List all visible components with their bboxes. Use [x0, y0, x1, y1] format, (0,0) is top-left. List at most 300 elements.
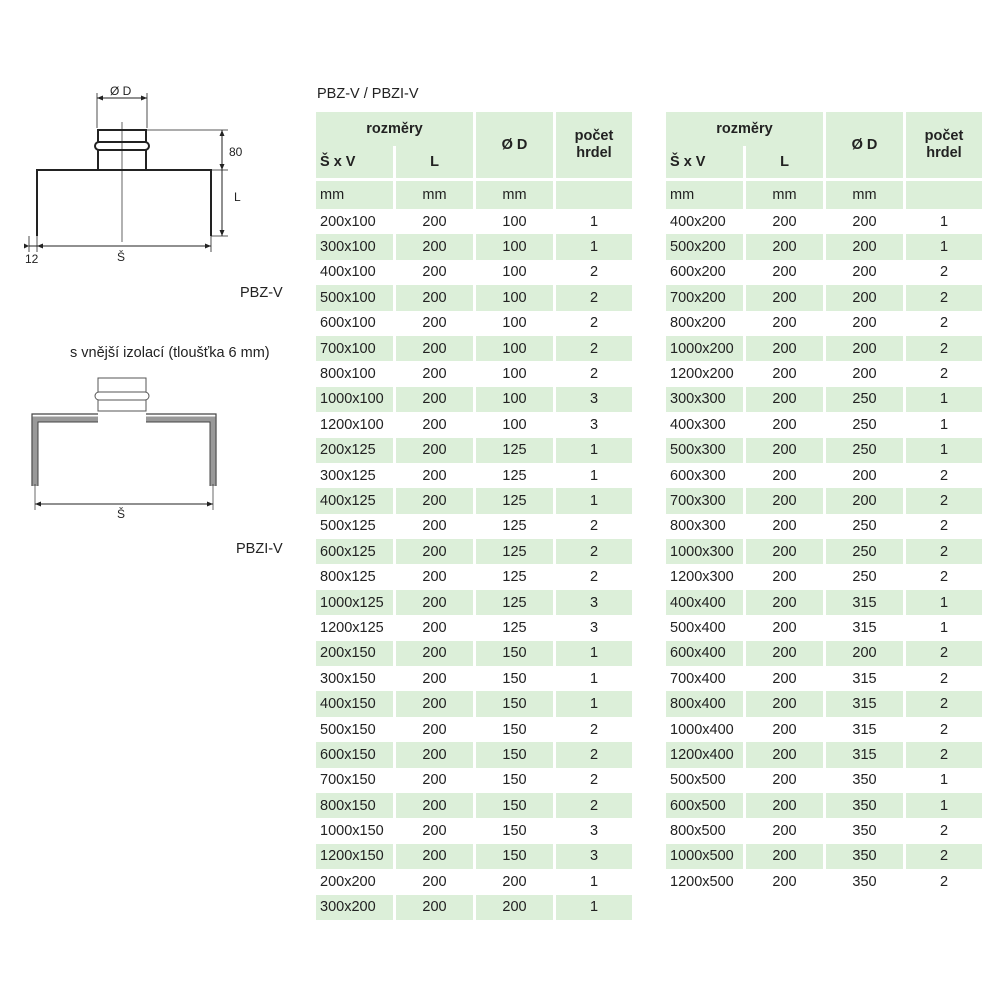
cell-d: 315 — [852, 721, 877, 738]
cell-d: 100 — [502, 264, 527, 281]
cell-l: 200 — [422, 213, 447, 230]
pbzi-v-name: PBZI-V — [236, 541, 283, 557]
unit-count — [556, 181, 632, 209]
cell-count: 1 — [939, 213, 949, 230]
cell-sxv: 300x300 — [666, 387, 743, 412]
header-l: L — [396, 146, 473, 178]
cell-d: 350 — [852, 772, 877, 789]
cell-count: 1 — [589, 467, 599, 484]
cell-l: 200 — [396, 234, 473, 259]
cell-count: 2 — [939, 467, 949, 484]
table-row — [666, 818, 982, 843]
cell-l: 200 — [422, 670, 447, 687]
table-row — [666, 869, 982, 894]
cell-d: 315 — [826, 590, 903, 615]
cell-d: 150 — [502, 670, 527, 687]
cell-l: 200 — [396, 742, 473, 767]
cell-count: 2 — [906, 641, 982, 666]
unit-sxv: mm — [666, 181, 743, 209]
cell-count: 2 — [939, 670, 949, 687]
cell-l: 200 — [396, 844, 473, 869]
cell-count: 2 — [556, 539, 632, 564]
cell-sxv: 500x400 — [670, 619, 726, 636]
cell-l: 200 — [396, 641, 473, 666]
header-l: L — [746, 146, 823, 178]
cell-l: 200 — [746, 488, 823, 513]
cell-sxv: 1000x150 — [320, 823, 384, 840]
cell-d: 315 — [826, 742, 903, 767]
cell-l: 200 — [772, 366, 797, 383]
cell-sxv: 300x150 — [320, 670, 376, 687]
cell-sxv: 500x300 — [666, 438, 743, 463]
cell-l: 200 — [746, 438, 823, 463]
table-row — [316, 514, 632, 539]
cell-l: 200 — [746, 844, 823, 869]
cell-d: 125 — [502, 569, 527, 586]
dim-s2-label: Š — [117, 507, 126, 521]
cell-d: 100 — [502, 416, 527, 433]
cell-l: 200 — [772, 518, 797, 535]
cell-l: 200 — [422, 721, 447, 738]
cell-d: 150 — [476, 793, 553, 818]
cell-count: 2 — [556, 793, 632, 818]
cell-d: 250 — [826, 438, 903, 463]
table-row — [666, 844, 982, 869]
cell-l: 200 — [772, 416, 797, 433]
table-row — [666, 488, 982, 513]
cell-count: 2 — [589, 518, 599, 535]
table-row — [666, 311, 982, 336]
cell-l: 200 — [746, 336, 823, 361]
cell-sxv: 400x150 — [316, 691, 393, 716]
cell-d: 100 — [476, 336, 553, 361]
cell-d: 150 — [476, 691, 553, 716]
cell-l: 200 — [746, 234, 823, 259]
table-row — [666, 590, 982, 615]
header-rozmery: rozměry — [666, 112, 823, 146]
table-row — [316, 768, 632, 793]
cell-sxv: 200x200 — [320, 873, 376, 890]
unit-d: mm — [826, 181, 903, 209]
cell-count: 2 — [939, 823, 949, 840]
cell-sxv: 1200x200 — [670, 366, 734, 383]
cell-l: 200 — [396, 895, 473, 920]
cell-l: 200 — [396, 488, 473, 513]
table-row — [666, 260, 982, 285]
right-table-body — [666, 209, 982, 895]
cell-sxv: 1200x400 — [666, 742, 743, 767]
cell-d: 200 — [826, 488, 903, 513]
cell-sxv: 1000x125 — [316, 590, 393, 615]
cell-d: 125 — [476, 539, 553, 564]
cell-l: 200 — [772, 721, 797, 738]
cell-d: 315 — [852, 670, 877, 687]
cell-l: 200 — [746, 387, 823, 412]
cell-l: 200 — [746, 590, 823, 615]
cell-d: 315 — [852, 619, 877, 636]
cell-count: 1 — [906, 590, 982, 615]
cell-sxv: 1000x300 — [666, 539, 743, 564]
table-row — [316, 285, 632, 310]
cell-sxv: 1200x125 — [320, 619, 384, 636]
cell-sxv: 1200x500 — [670, 873, 734, 890]
cell-l: 200 — [772, 619, 797, 636]
cell-sxv: 600x150 — [316, 742, 393, 767]
cell-l: 200 — [772, 315, 797, 332]
cell-l: 200 — [746, 539, 823, 564]
cell-sxv: 1200x300 — [670, 569, 734, 586]
cell-count: 2 — [589, 366, 599, 383]
cell-sxv: 700x300 — [666, 488, 743, 513]
cell-d: 250 — [852, 518, 877, 535]
cell-l: 200 — [396, 285, 473, 310]
table-row — [666, 768, 982, 793]
header-count-line1: počet — [924, 128, 964, 144]
table-row — [666, 793, 982, 818]
cell-d: 150 — [502, 772, 527, 789]
table-row — [666, 742, 982, 767]
cell-d: 100 — [476, 234, 553, 259]
table-row — [316, 438, 632, 463]
cell-d: 200 — [852, 315, 877, 332]
cell-d: 350 — [826, 844, 903, 869]
cell-sxv: 600x100 — [320, 315, 376, 332]
cell-count: 1 — [589, 670, 599, 687]
cell-l: 200 — [422, 772, 447, 789]
header-rozmery: rozměry — [316, 112, 473, 146]
cell-sxv: 700x200 — [666, 285, 743, 310]
dim-12-label: 12 — [25, 252, 39, 266]
cell-count: 3 — [589, 619, 599, 636]
pbz-v-name: PBZ-V — [240, 285, 283, 301]
table-row — [316, 590, 632, 615]
cell-count: 2 — [906, 336, 982, 361]
cell-l: 200 — [422, 823, 447, 840]
header-sxv: Š x V — [316, 146, 393, 178]
cell-l: 200 — [422, 315, 447, 332]
page-title: PBZ-V / PBZI-V — [317, 86, 419, 102]
cell-l: 200 — [746, 742, 823, 767]
cell-l: 200 — [422, 366, 447, 383]
table-row — [666, 234, 982, 259]
cell-l: 200 — [772, 772, 797, 789]
cell-d: 125 — [502, 467, 527, 484]
table-row — [666, 412, 982, 437]
dim-80-label: 80 — [229, 145, 243, 159]
cell-d: 125 — [476, 438, 553, 463]
cell-sxv: 700x100 — [316, 336, 393, 361]
insulation-caption: s vnější izolací (tloušťka 6 mm) — [70, 345, 270, 361]
cell-sxv: 300x125 — [320, 467, 376, 484]
cell-sxv: 500x200 — [666, 234, 743, 259]
cell-d: 200 — [852, 366, 877, 383]
table-row — [666, 209, 982, 234]
cell-d: 250 — [826, 387, 903, 412]
cell-l: 200 — [772, 823, 797, 840]
cell-sxv: 200x125 — [316, 438, 393, 463]
cell-count: 2 — [939, 315, 949, 332]
cell-count: 2 — [556, 336, 632, 361]
cell-d: 200 — [826, 285, 903, 310]
cell-sxv: 700x400 — [670, 670, 726, 687]
unit-sxv: mm — [316, 181, 393, 209]
cell-sxv: 400x300 — [670, 416, 726, 433]
cell-d: 250 — [852, 569, 877, 586]
cell-sxv: 1200x100 — [320, 416, 384, 433]
cell-sxv: 200x100 — [320, 213, 376, 230]
cell-count: 1 — [556, 438, 632, 463]
cell-count: 2 — [906, 539, 982, 564]
cell-sxv: 300x200 — [316, 895, 393, 920]
cell-count: 2 — [906, 285, 982, 310]
table-row — [316, 539, 632, 564]
header-sxv: Š x V — [666, 146, 743, 178]
header-count — [906, 112, 982, 178]
table-row — [316, 691, 632, 716]
cell-sxv: 800x100 — [320, 366, 376, 383]
cell-sxv: 300x100 — [316, 234, 393, 259]
cell-count: 2 — [939, 721, 949, 738]
cell-sxv: 800x500 — [670, 823, 726, 840]
cell-d: 315 — [826, 691, 903, 716]
cell-l: 200 — [772, 467, 797, 484]
table-row — [316, 793, 632, 818]
cell-count: 2 — [939, 366, 949, 383]
table-row — [316, 869, 632, 894]
cell-count: 3 — [556, 590, 632, 615]
cell-d: 200 — [826, 641, 903, 666]
pbz-v-diagram — [15, 80, 255, 280]
cell-count: 2 — [589, 721, 599, 738]
spec-table-left — [313, 112, 635, 920]
cell-sxv: 800x125 — [320, 569, 376, 586]
cell-d: 100 — [476, 285, 553, 310]
table-row — [316, 260, 632, 285]
cell-l: 200 — [422, 619, 447, 636]
table-row — [666, 539, 982, 564]
table-row — [316, 488, 632, 513]
cell-l: 200 — [746, 691, 823, 716]
table-row — [316, 412, 632, 437]
dim-s-label: Š — [117, 250, 126, 264]
cell-d: 250 — [826, 539, 903, 564]
cell-count: 2 — [589, 315, 599, 332]
table-row — [316, 666, 632, 691]
cell-d: 125 — [476, 590, 553, 615]
table-row — [666, 438, 982, 463]
cell-d: 100 — [502, 213, 527, 230]
header-d: Ø D — [476, 112, 553, 178]
table-row — [316, 844, 632, 869]
table-row — [316, 361, 632, 386]
table-row — [316, 463, 632, 488]
cell-count: 2 — [939, 264, 949, 281]
dim-d-label: Ø D — [110, 84, 132, 98]
table-row — [316, 234, 632, 259]
cell-sxv: 1000x400 — [670, 721, 734, 738]
cell-count: 2 — [939, 873, 949, 890]
header-d: Ø D — [826, 112, 903, 178]
table-row — [316, 311, 632, 336]
cell-l: 200 — [746, 793, 823, 818]
table-row — [316, 742, 632, 767]
cell-count: 1 — [906, 234, 982, 259]
cell-count: 1 — [556, 641, 632, 666]
table-row — [666, 717, 982, 742]
cell-sxv: 500x500 — [670, 772, 726, 789]
table-row — [666, 361, 982, 386]
left-table-body — [316, 209, 632, 920]
cell-d: 200 — [826, 234, 903, 259]
cell-l: 200 — [422, 416, 447, 433]
cell-count: 2 — [589, 264, 599, 281]
cell-count: 2 — [589, 772, 599, 789]
cell-d: 200 — [826, 336, 903, 361]
table-row — [666, 514, 982, 539]
cell-l: 200 — [772, 569, 797, 586]
cell-d: 150 — [502, 823, 527, 840]
cell-sxv: 200x150 — [316, 641, 393, 666]
cell-count: 2 — [906, 691, 982, 716]
table-row — [666, 641, 982, 666]
cell-d: 200 — [852, 213, 877, 230]
cell-d: 150 — [476, 844, 553, 869]
cell-l: 200 — [422, 264, 447, 281]
table-row — [316, 387, 632, 412]
cell-sxv: 400x200 — [670, 213, 726, 230]
cell-l: 200 — [396, 539, 473, 564]
table-row — [316, 336, 632, 361]
cell-count: 2 — [589, 569, 599, 586]
table-row — [316, 615, 632, 640]
dim-l-label: L — [234, 190, 241, 204]
cell-count: 2 — [906, 844, 982, 869]
cell-sxv: 600x400 — [666, 641, 743, 666]
cell-sxv: 700x150 — [320, 772, 376, 789]
cell-count: 1 — [556, 488, 632, 513]
cell-d: 350 — [852, 823, 877, 840]
cell-count: 1 — [589, 873, 599, 890]
cell-sxv: 1000x100 — [316, 387, 393, 412]
cell-l: 200 — [396, 336, 473, 361]
cell-sxv: 600x500 — [666, 793, 743, 818]
table-row — [666, 285, 982, 310]
cell-sxv: 400x100 — [320, 264, 376, 281]
cell-count: 2 — [939, 569, 949, 586]
cell-sxv: 1200x150 — [316, 844, 393, 869]
table-row — [666, 564, 982, 589]
table-row — [316, 717, 632, 742]
cell-l: 200 — [746, 641, 823, 666]
cell-d: 150 — [502, 721, 527, 738]
table-row — [316, 895, 632, 920]
table-row — [666, 615, 982, 640]
table-row — [666, 691, 982, 716]
cell-l: 200 — [772, 873, 797, 890]
cell-sxv: 1000x200 — [666, 336, 743, 361]
cell-count: 1 — [906, 793, 982, 818]
cell-d: 250 — [852, 416, 877, 433]
cell-count: 1 — [939, 772, 949, 789]
cell-count: 3 — [556, 387, 632, 412]
table-row — [316, 209, 632, 234]
cell-count: 3 — [589, 416, 599, 433]
table-row — [316, 818, 632, 843]
cell-count: 2 — [906, 488, 982, 513]
cell-sxv: 800x300 — [670, 518, 726, 535]
cell-sxv: 800x150 — [316, 793, 393, 818]
cell-l: 200 — [396, 793, 473, 818]
cell-sxv: 500x150 — [320, 721, 376, 738]
cell-d: 200 — [852, 467, 877, 484]
unit-l: mm — [746, 181, 823, 209]
cell-d: 125 — [502, 518, 527, 535]
cell-d: 150 — [476, 641, 553, 666]
unit-d: mm — [476, 181, 553, 209]
cell-sxv: 800x400 — [666, 691, 743, 716]
cell-count: 1 — [556, 234, 632, 259]
cell-sxv: 800x200 — [670, 315, 726, 332]
cell-d: 200 — [476, 895, 553, 920]
cell-l: 200 — [772, 264, 797, 281]
table-row — [666, 336, 982, 361]
cell-count: 3 — [589, 823, 599, 840]
cell-count: 2 — [906, 742, 982, 767]
cell-count: 3 — [556, 844, 632, 869]
cell-sxv: 600x300 — [670, 467, 726, 484]
header-count-line2: hrdel — [926, 145, 962, 161]
cell-d: 100 — [502, 366, 527, 383]
table-row — [666, 463, 982, 488]
cell-l: 200 — [422, 569, 447, 586]
cell-count: 1 — [939, 416, 949, 433]
cell-d: 150 — [476, 742, 553, 767]
table-row — [316, 641, 632, 666]
cell-d: 125 — [502, 619, 527, 636]
cell-l: 200 — [422, 467, 447, 484]
cell-l: 200 — [772, 213, 797, 230]
cell-count: 1 — [906, 438, 982, 463]
cell-l: 200 — [746, 285, 823, 310]
cell-count: 2 — [939, 518, 949, 535]
cell-l: 200 — [772, 670, 797, 687]
cell-l: 200 — [396, 691, 473, 716]
cell-l: 200 — [396, 387, 473, 412]
cell-count: 1 — [556, 691, 632, 716]
unit-l: mm — [396, 181, 473, 209]
header-count-line2: hrdel — [576, 145, 612, 161]
cell-sxv: 500x125 — [320, 518, 376, 535]
cell-l: 200 — [396, 590, 473, 615]
cell-d: 100 — [476, 387, 553, 412]
cell-count: 1 — [589, 213, 599, 230]
cell-count: 2 — [556, 742, 632, 767]
cell-sxv: 1000x500 — [666, 844, 743, 869]
cell-count: 2 — [556, 285, 632, 310]
header-count — [556, 112, 632, 178]
cell-l: 200 — [422, 873, 447, 890]
table-row — [666, 387, 982, 412]
cell-d: 125 — [476, 488, 553, 513]
cell-d: 350 — [852, 873, 877, 890]
cell-l: 200 — [422, 518, 447, 535]
cell-count: 1 — [906, 387, 982, 412]
cell-d: 350 — [826, 793, 903, 818]
unit-count — [906, 181, 982, 209]
pbzi-v-diagram — [15, 370, 235, 520]
cell-sxv: 500x100 — [316, 285, 393, 310]
cell-d: 200 — [502, 873, 527, 890]
